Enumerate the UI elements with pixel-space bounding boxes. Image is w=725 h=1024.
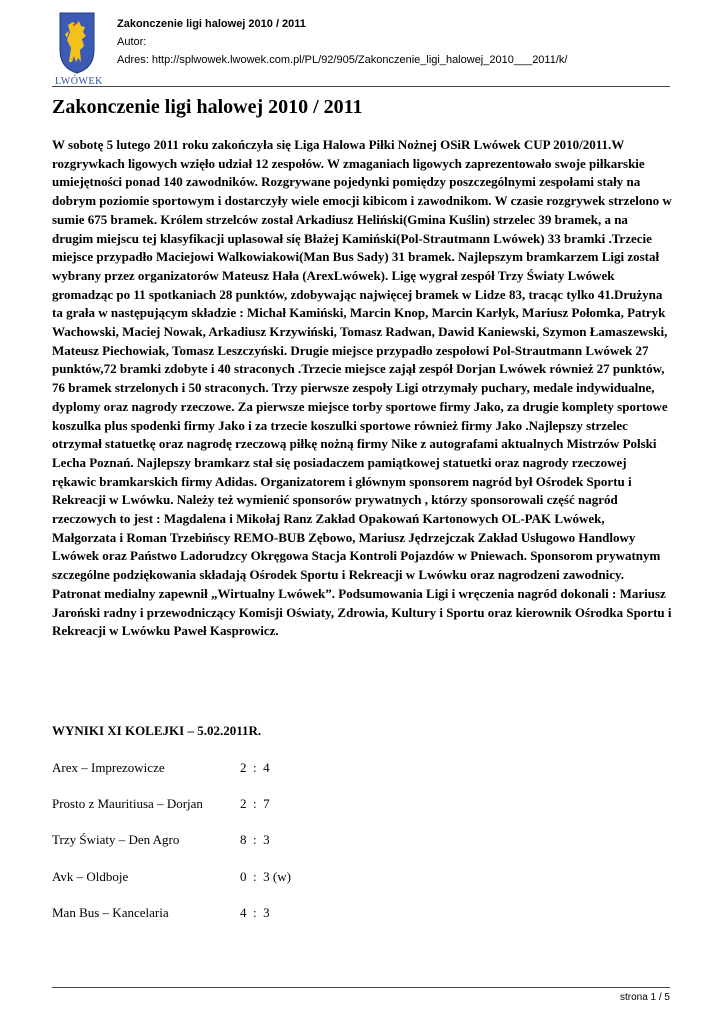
header-divider <box>52 86 670 87</box>
result-score: 2 : 7 <box>240 796 270 811</box>
result-match: Arex – Imprezowicze <box>52 760 165 775</box>
result-match: Man Bus – Kancelaria <box>52 905 169 920</box>
result-score: 4 : 3 <box>240 905 270 920</box>
result-match: Prosto z Mauritiusa – Dorjan <box>52 796 203 811</box>
logo <box>55 12 103 92</box>
footer-divider <box>52 987 670 988</box>
result-score: 0 : 3 (w) <box>240 869 291 884</box>
result-match: Trzy Światy – Den Agro <box>52 832 180 847</box>
article-body: W sobotę 5 lutego 2011 roku zakończyła się Liga Halowa Piłki Nożnej OSiR Lwówek CUP 2010/2011.W rozgrywkach ligowych wzięło udział 12 zespołów. W zmaganiach ligowych zaprezentowało swoje piłkarskie umiejętności ponad 140 zawodników. Rozgrywane pojedynki pomiędzy poszczególnymi zespołami stały na dobrym poziomie sportowym i dostarczyły wiele emocji kibicom i zawodnikom. W czasie rozgrywek strzelono w sumie 675 bramek. Królem strzelców został Arkadiusz Heliński(Gmina Kuślin) strzelec 39 bramek, a na drugim miejscu tej klasyfikacji uplasował się Błażej Kamiński(Pol-Strautmann Lwówek) 33 bramki .Trzecie miejsce przypadło Maciejowi Walkowiakowi(Man Bus Sady) 31 bramek. Najlepszym bramkarzem Ligi został wybrany przez organizatorów Mateusz Hała (ArexLwówek). Ligę wygrał zespół Trzy Światy Lwówek gromadząc po 11 spotkaniach 28 punktów, zdobywając najwięcej bramek w Lidze 83, tracąc tylko 41.Drużyna ta grała w następującym składzie : Michał Kamiński, Marcin Knop, Marcin Karłyk, Mariusz Połomka, Patryk Wachowski, Maciej Nowak, Arkadiusz Krzywiński, Tomasz Radwan, Dawid Kaniewski, Szymon Łamaszewski, Mateusz Piechowiak, Tomasz Leszczyński. Drugie miejsce przypadło zespołowi Pol-Strautmann Lwówek 27 punktów,72 bramki zdobyte i 40 straconych .Trzecie miejsce zajął zespół Dorjan Lwówek również 27 punktów, 76 bramek strzelonych i 50 straconych. Trzy pierwsze zespoły Ligi otrzymały puchary, medale indywidualne, dyplomy oraz nagrody rzeczowe. Za pierwsze miejsce torby sportowe firmy Jako, za drugie komplety sportowe koszulka plus spodenki firmy Jako i za trzecie koszulki sportowe również firmy Jako .Najlepszy strzelec otrzymał statuetkę oraz nagrodę rzeczową piłkę nożną firmy Nike z autografami aktualnych Mistrzów Polski Lecha Poznań. Najlepszy bramkarz stał się posiadaczem pamiątkowej statuetki oraz nagrody rzeczowej rękawic bramkarskich firmy Adidas. Organizatorem i głównym sponsorem nagród był Ośrodek Sportu i Rekreacji w Lwówku. Należy też wymienić sponsorów prywatnych , którzy sponsorowali część nagród rzeczowych to jest : Magdalena i Mikołaj Ranz Zakład Opakowań Kartonowych OL-PAK Lwówek, Małgorzata i Roman Trzebińscy REMO-BUB Zębowo, Mariusz Jędrzejczak Zakład Usługowo Handlowy Lwówek oraz Państwo Ladorudzcy Okręgowa Stacja Kontroli Pojazdów w Pniewach. Sponsorom prywatnym szczególne podziękowania składają Ośrodek Sportu i Rekreacji w Lwówku oraz nagrodzeni zawodnicy. Patronat medialny zapewnił „Wirtualny Lwówek”. Podsumowania Ligi i wręczenia nagród dokonali : Mariusz Jaroński radny i przewodniczący Komisji Oświaty, Zdrowia, Kultury i Sportu oraz kierownik Ośrodka Sportu i Rekreacji w Lwówku Paweł Kasprowicz. <box>52 137 672 639</box>
header-author: Autor: <box>117 36 147 48</box>
document-header <box>117 15 567 69</box>
header-title: Zakonczenie ligi halowej 2010 / 2011 <box>117 18 306 30</box>
header-address[interactable]: Adres: http://splwowek.lwowek.com.pl/PL/92/905/Zakonczenie_ligi_halowej_2010___2011/k/ <box>117 54 568 66</box>
results-heading: WYNIKI XI KOLEJKI – 5.02.2011R. <box>52 723 262 738</box>
result-match: Avk – Oldboje <box>52 869 129 884</box>
result-score: 2 : 4 <box>240 760 270 775</box>
page-number: strona 1 / 5 <box>619 992 670 1003</box>
article-title: Zakonczenie ligi halowej 2010 / 2011 <box>52 96 363 118</box>
logo-caption: LWÓWEK <box>55 76 103 87</box>
result-score: 8 : 3 <box>240 832 270 847</box>
lion-coat-of-arms-icon <box>59 12 95 74</box>
